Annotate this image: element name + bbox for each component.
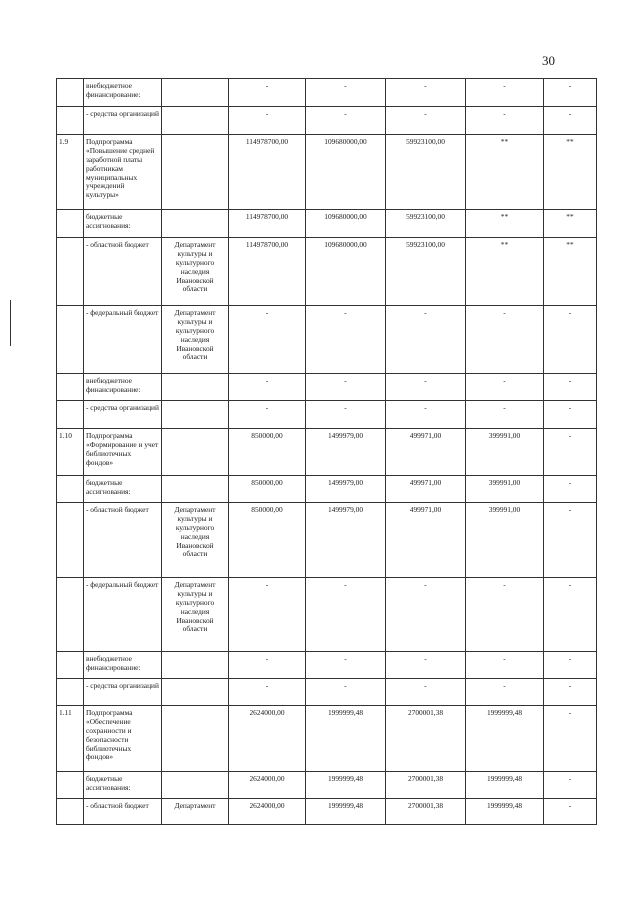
value-cell: 399991,00 [466, 503, 544, 578]
row-number-cell: 1.11 [57, 706, 84, 772]
executor-cell [162, 476, 229, 503]
executor-cell: Департамент [162, 799, 229, 825]
table-row [57, 706, 597, 772]
row-name-cell: бюджетные ассигнования: [84, 772, 162, 799]
row-number-cell [57, 79, 84, 107]
executor-cell [162, 652, 229, 679]
row-name-cell: - средства организаций [84, 679, 162, 706]
row-name-cell: внебюджетное финансирование: [84, 652, 162, 679]
page-number: 30 [542, 53, 555, 68]
row-number-cell [57, 772, 84, 799]
value-cell: 1999999,48 [306, 706, 386, 772]
value-cell: - [306, 652, 386, 679]
value-cell: 1999999,48 [306, 772, 386, 799]
value-cell: 850000,00 [229, 503, 306, 578]
value-cell: 399991,00 [466, 429, 544, 476]
executor-cell: Департамент культуры и культурного наследия Ивановской области [162, 503, 229, 578]
value-cell: ** [466, 210, 544, 238]
executor-cell [162, 706, 229, 772]
value-cell: 114978700,00 [229, 135, 306, 210]
value-cell: - [229, 107, 306, 135]
value-cell: - [544, 799, 597, 825]
value-cell: - [386, 306, 466, 374]
value-cell: 2700001,38 [386, 772, 466, 799]
row-number-cell [57, 679, 84, 706]
executor-cell: Департамент культуры и культурного наследия Ивановской области [162, 238, 229, 306]
value-cell: - [544, 476, 597, 503]
value-cell: - [229, 578, 306, 652]
value-cell: - [466, 79, 544, 107]
value-cell: ** [466, 238, 544, 306]
value-cell: 499971,00 [386, 429, 466, 476]
value-cell: - [306, 679, 386, 706]
value-cell: 1999999,48 [466, 799, 544, 825]
row-number-cell [57, 306, 84, 374]
value-cell: 109680000,00 [306, 238, 386, 306]
value-cell: 1499979,00 [306, 503, 386, 578]
value-cell: ** [466, 135, 544, 210]
value-cell: 114978700,00 [229, 238, 306, 306]
value-cell: - [544, 374, 597, 401]
value-cell: ** [544, 238, 597, 306]
value-cell: - [544, 306, 597, 374]
table-row [57, 401, 597, 429]
value-cell: - [386, 107, 466, 135]
value-cell: - [544, 429, 597, 476]
table-row [57, 652, 597, 679]
executor-cell [162, 679, 229, 706]
executor-cell [162, 210, 229, 238]
value-cell: - [544, 79, 597, 107]
row-name-cell: бюджетные ассигнования: [84, 210, 162, 238]
executor-cell: Департамент культуры и культурного наследия Ивановской области [162, 306, 229, 374]
value-cell: 1999999,48 [306, 799, 386, 825]
executor-cell [162, 135, 229, 210]
table-row [57, 210, 597, 238]
value-cell: ** [544, 135, 597, 210]
value-cell: - [466, 401, 544, 429]
value-cell: 1499979,00 [306, 476, 386, 503]
value-cell: - [466, 306, 544, 374]
value-cell: - [306, 578, 386, 652]
table-row [57, 374, 597, 401]
value-cell: 499971,00 [386, 503, 466, 578]
row-name-cell: бюджетные ассигнования: [84, 476, 162, 503]
table-row [57, 238, 597, 306]
value-cell: 109680000,00 [306, 135, 386, 210]
value-cell: 59923100,00 [386, 238, 466, 306]
row-number-cell [57, 503, 84, 578]
value-cell: 850000,00 [229, 429, 306, 476]
table-row [57, 772, 597, 799]
row-number-cell [57, 799, 84, 825]
executor-cell [162, 79, 229, 107]
value-cell: - [466, 107, 544, 135]
executor-cell [162, 429, 229, 476]
row-name-cell: - областной бюджет [84, 238, 162, 306]
value-cell: 59923100,00 [386, 135, 466, 210]
margin-mark [10, 300, 11, 346]
value-cell: - [386, 679, 466, 706]
value-cell: - [306, 79, 386, 107]
row-name-cell: - областной бюджет [84, 799, 162, 825]
value-cell: - [229, 374, 306, 401]
row-number-cell: 1.9 [57, 135, 84, 210]
table-row [57, 578, 597, 652]
row-name-cell: Подпрограмма «Формирование и учет библиотечных фондов» [84, 429, 162, 476]
value-cell: 1999999,48 [466, 706, 544, 772]
budget-table [56, 78, 597, 825]
value-cell: - [466, 652, 544, 679]
row-name-cell: Подпрограмма «Повышение средней заработной платы работникам муниципальных учреждений культуры» [84, 135, 162, 210]
value-cell: - [544, 772, 597, 799]
value-cell: 59923100,00 [386, 210, 466, 238]
value-cell: 2624000,00 [229, 706, 306, 772]
value-cell: - [544, 401, 597, 429]
value-cell: 1999999,48 [466, 772, 544, 799]
row-name-cell: - федеральный бюджет [84, 306, 162, 374]
value-cell: 2624000,00 [229, 799, 306, 825]
value-cell: - [544, 706, 597, 772]
value-cell: - [306, 374, 386, 401]
value-cell: 1499979,00 [306, 429, 386, 476]
table-row [57, 503, 597, 578]
row-name-cell: внебюджетное финансирование: [84, 374, 162, 401]
value-cell: ** [544, 210, 597, 238]
table-row [57, 799, 597, 825]
value-cell: - [386, 401, 466, 429]
value-cell: 2700001,38 [386, 799, 466, 825]
executor-cell: Департамент культуры и культурного наследия Ивановской области [162, 578, 229, 652]
executor-cell [162, 107, 229, 135]
value-cell: 109680000,00 [306, 210, 386, 238]
value-cell: - [544, 578, 597, 652]
value-cell: - [466, 578, 544, 652]
value-cell: 2624000,00 [229, 772, 306, 799]
value-cell: - [306, 401, 386, 429]
row-number-cell [57, 476, 84, 503]
value-cell: - [386, 578, 466, 652]
executor-cell [162, 772, 229, 799]
row-number-cell [57, 238, 84, 306]
table-row [57, 79, 597, 107]
value-cell: 850000,00 [229, 476, 306, 503]
row-number-cell [57, 374, 84, 401]
table-row [57, 306, 597, 374]
value-cell: - [466, 374, 544, 401]
value-cell: - [306, 306, 386, 374]
value-cell: - [544, 503, 597, 578]
value-cell: - [386, 374, 466, 401]
value-cell: - [544, 652, 597, 679]
row-name-cell: - средства организаций [84, 107, 162, 135]
value-cell: - [229, 679, 306, 706]
row-number-cell [57, 578, 84, 652]
value-cell: - [229, 79, 306, 107]
table-row [57, 135, 597, 210]
value-cell: - [229, 401, 306, 429]
row-name-cell: внебюджетное финансирование: [84, 79, 162, 107]
row-name-cell: Подпрограмма «Обеспечение сохранности и безопасности библиотечных фондов» [84, 706, 162, 772]
value-cell: 114978700,00 [229, 210, 306, 238]
value-cell: - [229, 306, 306, 374]
row-number-cell [57, 107, 84, 135]
table-row [57, 429, 597, 476]
row-name-cell: - федеральный бюджет [84, 578, 162, 652]
value-cell: - [306, 107, 386, 135]
table-row [57, 679, 597, 706]
value-cell: - [544, 107, 597, 135]
value-cell: - [544, 679, 597, 706]
table-row [57, 476, 597, 503]
row-number-cell [57, 210, 84, 238]
table-row [57, 107, 597, 135]
row-number-cell [57, 652, 84, 679]
executor-cell [162, 374, 229, 401]
value-cell: 499971,00 [386, 476, 466, 503]
row-number-cell: 1.10 [57, 429, 84, 476]
row-name-cell: - областной бюджет [84, 503, 162, 578]
value-cell: - [229, 652, 306, 679]
row-name-cell: - средства организаций [84, 401, 162, 429]
value-cell: 399991,00 [466, 476, 544, 503]
value-cell: - [386, 79, 466, 107]
value-cell: - [466, 679, 544, 706]
executor-cell [162, 401, 229, 429]
value-cell: 2700001,38 [386, 706, 466, 772]
value-cell: - [386, 652, 466, 679]
row-number-cell [57, 401, 84, 429]
